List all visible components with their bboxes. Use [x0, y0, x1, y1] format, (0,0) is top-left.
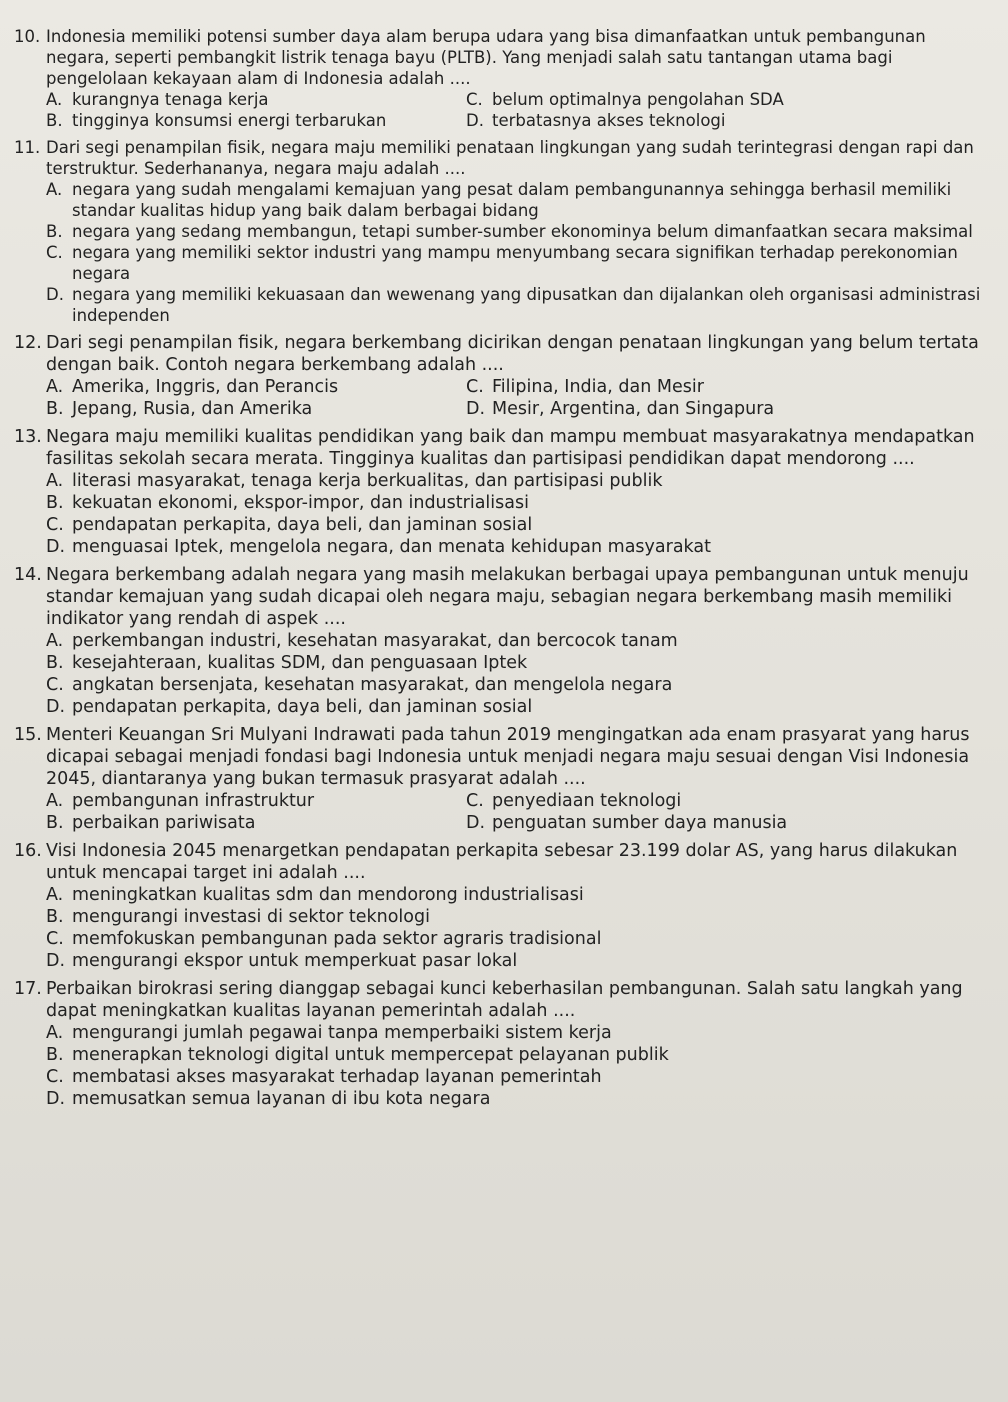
question-text: Visi Indonesia 2045 menargetkan pendapatan perkapita sebesar 23.199 dolar AS, yang harus dilakukan untuk mencapai target ini adalah .... — [46, 841, 958, 883]
option-a: A. kurangnya tenaga kerja — [46, 90, 269, 109]
option-d: D. menguasai Iptek, mengelola negara, dan menata kehidupan masyarakat — [46, 537, 711, 557]
question-number: 16. — [14, 841, 42, 861]
question-number: 12. — [14, 333, 42, 353]
option-b: B. menerapkan teknologi digital untuk mempercepat pelayanan publik — [46, 1045, 669, 1065]
question-15 — [14, 724, 994, 834]
question-text: Indonesia memiliki potensi sumber daya alam berupa udara yang bisa dimanfaatkan untuk pembangunan negara, seperti pembangkit listrik tenaga bayu (PLTB). Yang menjadi salah satu tantangan utama bagi pengelolaan kekayaan alam di Indonesia adalah .... — [46, 27, 926, 88]
question-number: 14. — [14, 565, 42, 585]
question-16 — [14, 840, 994, 972]
page-bottom-shade — [0, 1342, 1008, 1402]
option-d: D. pendapatan perkapita, daya beli, dan jaminan sosial — [46, 697, 533, 717]
option-d: D. negara yang memiliki kekuasaan dan wewenang yang dipusatkan dan dijalankan oleh organisasi administrasi independen — [46, 285, 981, 325]
option-c: C. memfokuskan pembangunan pada sektor agraris tradisional — [46, 929, 602, 949]
option-d: D. Mesir, Argentina, dan Singapura — [466, 399, 775, 419]
question-number: 10. — [14, 27, 41, 46]
option-c: C. angkatan bersenjata, kesehatan masyarakat, dan mengelola negara — [46, 675, 673, 695]
option-b: B. perbaikan pariwisata — [46, 813, 256, 833]
question-text: Negara maju memiliki kualitas pendidikan yang baik dan mampu membuat masyarakatnya mendapatkan fasilitas sekolah secara merata. Tingginya kualitas dan partisipasi pendidikan dapat mendorong .... — [46, 427, 975, 469]
question-13 — [14, 426, 994, 558]
question-14 — [14, 564, 994, 718]
question-number: 13. — [14, 427, 42, 447]
option-c: C. negara yang memiliki sektor industri yang mampu menyumbang secara signifikan terhadap perekonomian negara — [46, 243, 958, 283]
option-b: B. negara yang sedang membangun, tetapi sumber-sumber ekonominya belum dimanfaatkan secara maksimal — [46, 222, 973, 241]
option-c: C. membatasi akses masyarakat terhadap layanan pemerintah — [46, 1067, 602, 1087]
question-number: 11. — [14, 138, 41, 157]
question-10 — [14, 26, 994, 131]
option-c: C. pendapatan perkapita, daya beli, dan jaminan sosial — [46, 515, 533, 535]
question-11 — [14, 137, 994, 326]
option-a: A. pembangunan infrastruktur — [46, 791, 315, 811]
option-b: B. Jepang, Rusia, dan Amerika — [46, 399, 313, 419]
question-text: Perbaikan birokrasi sering dianggap sebagai kunci keberhasilan pembangunan. Salah satu langkah yang dapat meningkatkan kualitas layanan pemerintah adalah .... — [46, 979, 963, 1021]
option-c: C. Filipina, India, dan Mesir — [466, 377, 704, 397]
option-a: A. literasi masyarakat, tenaga kerja berkualitas, dan partisipasi publik — [46, 471, 663, 491]
option-a: A. perkembangan industri, kesehatan masyarakat, dan bercocok tanam — [46, 631, 678, 651]
option-c: C. belum optimalnya pengolahan SDA — [466, 90, 784, 109]
option-a: A. meningkatkan kualitas sdm dan mendorong industrialisasi — [46, 885, 584, 905]
question-text: Menteri Keuangan Sri Mulyani Indrawati pada tahun 2019 mengingatkan ada enam prasyarat yang harus dicapai sebagai menjadi fondasi bagi Indonesia untuk menjadi negara maju sesuai dengan Visi Indonesia 2045, diantaranya yang bukan termasuk prasyarat adalah .... — [46, 725, 970, 789]
option-d: D. penguatan sumber daya manusia — [466, 813, 788, 833]
option-c: C. penyediaan teknologi — [466, 791, 682, 811]
option-a: A. Amerika, Inggris, dan Perancis — [46, 377, 339, 397]
option-d: D. mengurangi ekspor untuk memperkuat pasar lokal — [46, 951, 518, 971]
question-text: Dari segi penampilan fisik, negara maju memiliki penataan lingkungan yang sudah terintegrasi dengan rapi dan terstruktur. Sederhananya, negara maju adalah .... — [46, 138, 974, 178]
option-a: A. mengurangi jumlah pegawai tanpa memperbaiki sistem kerja — [46, 1023, 612, 1043]
option-a: A. negara yang sudah mengalami kemajuan yang pesat dalam pembangunannya sehingga berhasil memiliki standar kualitas hidup yang baik dalam berbagai bidang — [46, 180, 952, 220]
question-text: Negara berkembang adalah negara yang masih melakukan berbagai upaya pembangunan untuk menuju standar kemajuan yang sudah dicapai oleh negara maju, sebagian negara berkembang masih memiliki indikator yang rendah di aspek .... — [46, 565, 969, 629]
option-b: B. kesejahteraan, kualitas SDM, dan penguasaan Iptek — [46, 653, 528, 673]
option-b: B. mengurangi investasi di sektor teknologi — [46, 907, 430, 927]
question-text: Dari segi penampilan fisik, negara berkembang dicirikan dengan penataan lingkungan yang belum tertata dengan baik. Contoh negara berkembang adalah .... — [46, 333, 979, 375]
question-17 — [14, 978, 994, 1110]
question-number: 17. — [14, 979, 42, 999]
question-12 — [14, 332, 994, 420]
option-b: B. tingginya konsumsi energi terbarukan — [46, 111, 387, 130]
question-number: 15. — [14, 725, 42, 745]
option-d: D. terbatasnya akses teknologi — [466, 111, 726, 130]
option-b: B. kekuatan ekonomi, ekspor-impor, dan industrialisasi — [46, 493, 529, 513]
option-d: D. memusatkan semua layanan di ibu kota negara — [46, 1089, 491, 1109]
